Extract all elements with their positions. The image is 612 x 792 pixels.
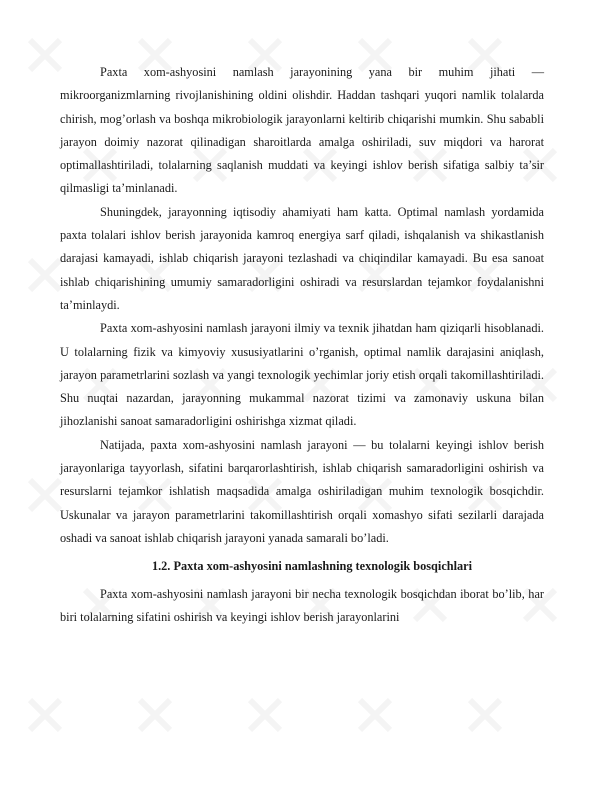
document-body (60, 61, 544, 629)
paragraph-conclusion: Natijada, paxta xom-ashyosini namlash jarayoni — bu tolalarni keyingi ishlov berish jarayonlariga tayyorlash, sifatini barqarorlashtirish, ishlab chiqarish samaradorligini oshirish va resurslarni tejamkor ishlatish maqsadida amalga oshiriladigan muhim texnologik bosqichdir. Uskunalar va jarayon parametrlarini takomillashtirish orqali xomashyo sifati sezilarli darajada oshadi va sanoat ishlab chiqarish jarayoni yanada samarali bo’ladi. (60, 437, 544, 545)
paragraph-scientific-aspect: Paxta xom-ashyosini namlash jarayoni ilmiy va texnik jihatdan ham qiziqarli hisoblanadi. U tolalarning fizik va kimyoviy xususiyatlarini o’rganish, optimal namlik darajasini aniqlash, jarayon parametrlarini sozlash va yangi texnologik yechimlar joriy etish orqali takomillashtiriladi. Shu nuqtai nazardan, jarayonning mukammal nazorat tizimi va zamonaviy uskuna bilan jihozlanishi sanoat samaradorligini oshirishga xizmat qiladi. (60, 321, 544, 429)
section-heading: 1.2. Paxta xom-ashyosini namlashning texnologik bosqichlari (151, 559, 473, 574)
paragraph-microorganisms: Paxta xom-ashyosini namlash jarayonining yana bir muhim jihati — mikroorganizmlarning rivojlanishining oldini olishdir. Haddan tashqari yuqori namlik tolalarda chirish, mog’orlash va boshqa mikrobiologik jarayonlarni keltirib chiqarishi mumkin. Shu sababli jarayon doimiy nazorat qilinadigan sharoitlarda amalga oshiriladi, suv miqdori va harorat optimallashtiriladi, tolalarning saqlanish muddati va keyingi ishlov berish sifatiga salbiy ta’sir qilmasligi ta’minlanadi. (60, 65, 544, 196)
paragraph-economic-importance: Shuningdek, jarayonning iqtisodiy ahamiyati ham katta. Optimal namlash yordamida paxta tolalari ishlov berish jarayonida kamroq energiya sarf qiladi, ishqalanish va shikastlanish darajasi kamayadi, ishlab chiqarish jarayoni tezlashadi va chiqindilar kamayadi. Bu esa sanoat ishlab chiqarishining umumiy samaradorligini oshiradi va resurslardan tejamkor foydalanishni ta’minlaydi. (60, 204, 544, 312)
paragraph-stages-intro: Paxta xom-ashyosini namlash jarayoni bir necha texnologik bosqichdan iborat bo’lib, har biri tolalarning sifatini oshirish va keyingi ishlov berish jarayonlarini (60, 586, 544, 624)
